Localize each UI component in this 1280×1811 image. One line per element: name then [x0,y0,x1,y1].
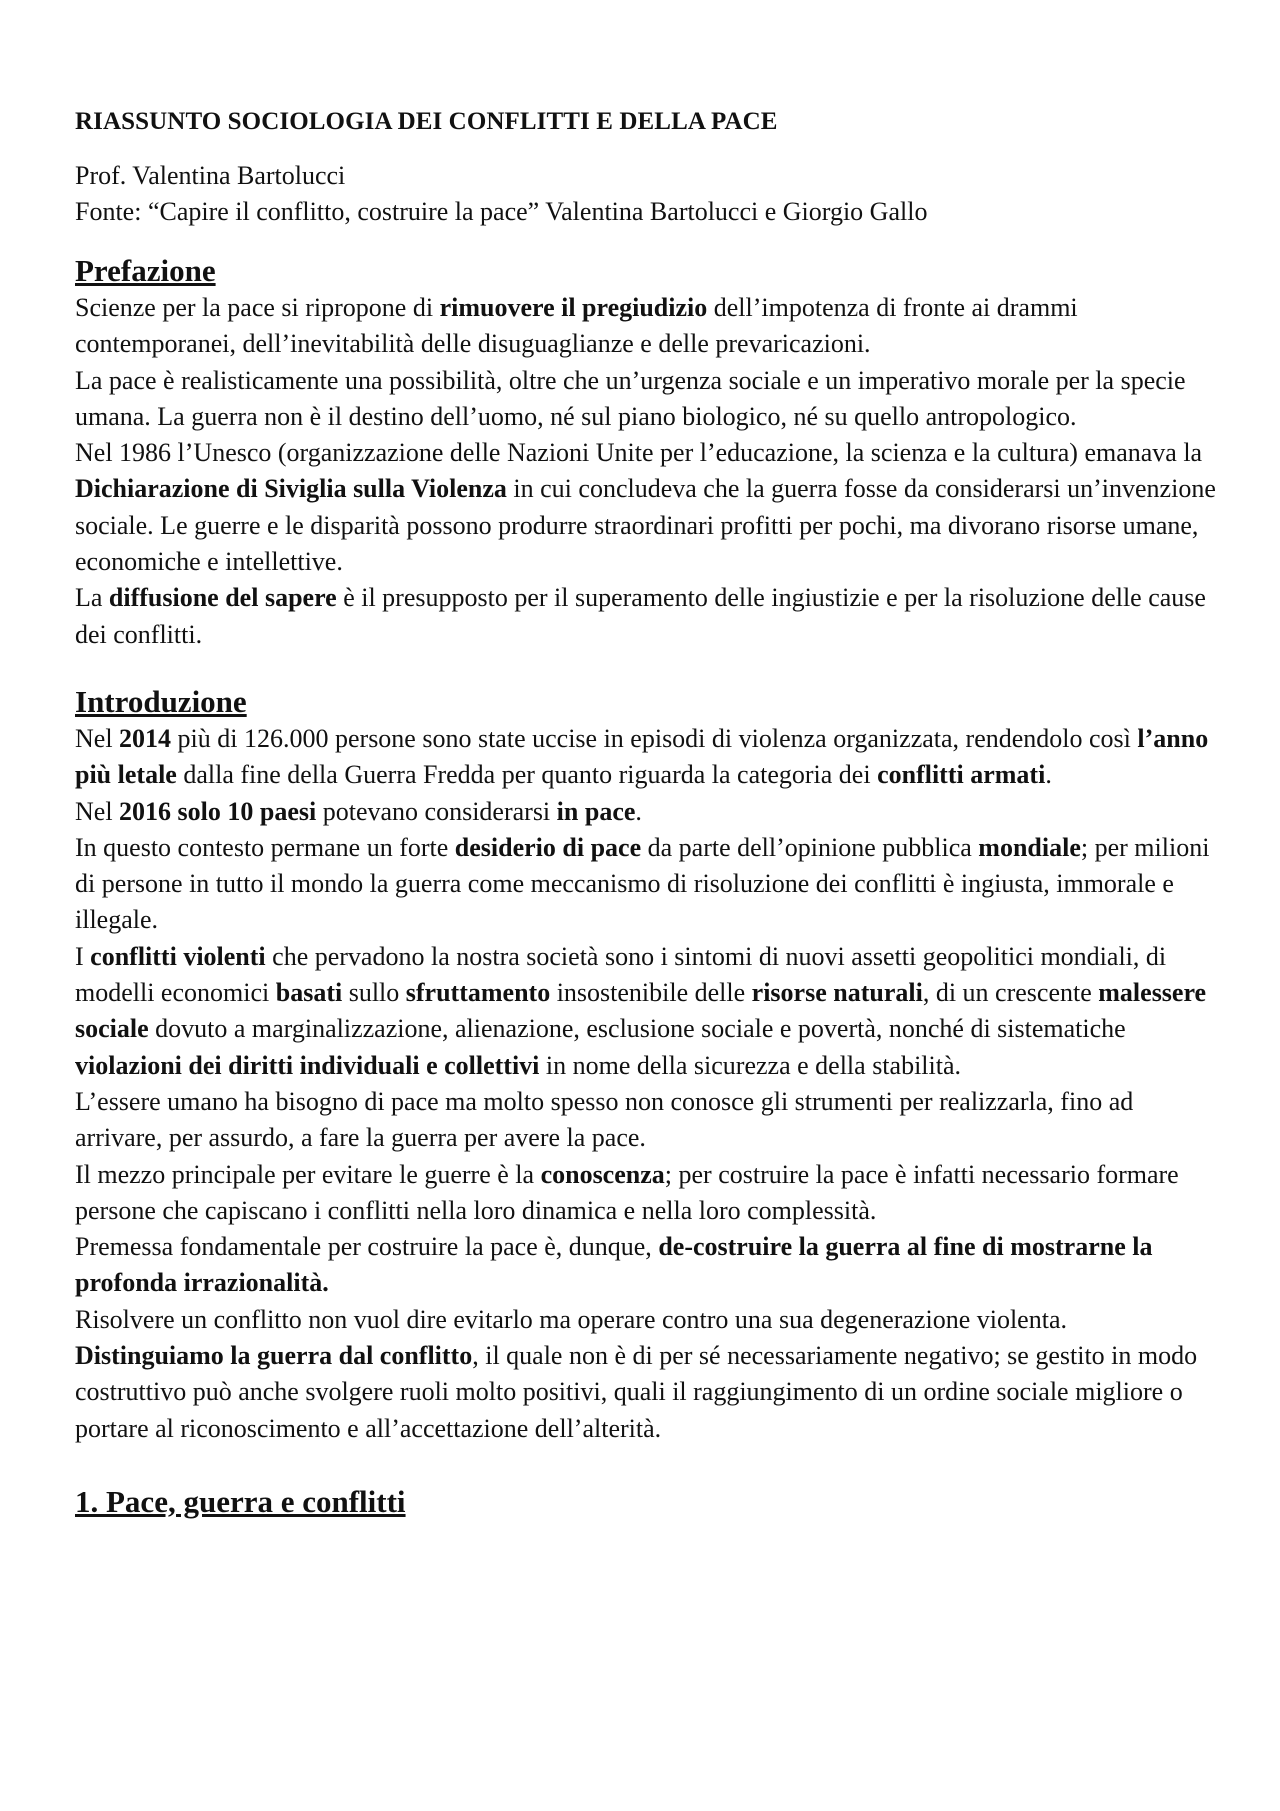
bold-text-run: sfruttamento [405,978,551,1008]
text-run: è il presupposto per il superamento delle ingiustizie e per la risoluzione delle cause dei conflitti. [75,583,1206,649]
bold-text-run: violazioni dei diritti individuali e collettivi [75,1050,540,1080]
text-run: Nel [75,723,120,753]
bold-text-run: l’anno più letale [75,723,1209,790]
text-run: , il quale non è di per sé necessariamente negativo; se gestito in modo costruttivo può anche svolgere ruoli molto positivi, quali il raggiungimento di un ordine sociale migliore o portare al riconoscimento e all’accettazione dell’alterità. [75,1341,1198,1443]
text-run: La [75,583,109,613]
text-run: Premessa fondamentale per costruire la pace è, dunque, [75,1232,659,1262]
bold-text-run: conoscenza [540,1159,665,1189]
text-run: in cui concludeva che la guerra fosse da considerarsi un’invenzione sociale. Le guerre e le disparità possono produrre straordinari profitti per pochi, ma divorano risorse umane, economiche e intellettive. [75,474,1216,577]
section-heading-introduzione: Introduzione [75,683,247,719]
section-heading-chapter-1: 1. Pace, guerra e conflitti [75,1483,406,1519]
text-run: L’essere umano ha bisogno di pace ma molto spesso non conosce gli strumenti per realizzarla, fino ad arrivare, per assurdo, a fare la guerra per avere la pace. [75,1086,1134,1153]
text-run: in nome della sicurezza e della stabilità. [539,1050,962,1080]
paragraph [75,580,1220,653]
section-heading-prefazione: Prefazione [75,253,216,288]
paragraph [75,1302,1220,1338]
paragraph [75,1338,1220,1447]
bold-text-run: in pace [556,796,636,826]
text-run: In questo contesto permane un forte [75,832,455,862]
bold-text-run: Dichiarazione di Siviglia sulla Violenza [75,474,507,504]
bold-text-run: basati [275,978,343,1008]
professor-line: Prof. Valentina Bartolucci [75,161,346,190]
text-run: ; per costruire la pace è infatti necessario formare persone che capiscano i conflitti nella loro dinamica e nella loro complessità. [75,1159,1179,1225]
text-run: più di 126.000 persone sono state uccise in episodi di violenza organizzata, rendendolo così [171,723,1138,753]
text-run: I [75,941,91,971]
paragraph [75,721,1220,794]
text-run: dell’impotenza di fronte ai drammi contemporanei, dell’inevitabilità delle disuguaglianze e delle prevaricazioni. [75,293,1078,359]
paragraph [75,290,1220,363]
text-run: Scienze per la pace si ripropone di [75,293,440,322]
bold-text-run: 2016 solo 10 paesi [119,796,317,826]
bold-text-run: Distinguiamo la guerra dal conflitto [75,1341,473,1371]
text-run: Il mezzo principale per evitare le guerre è la [75,1159,541,1189]
paragraph [75,830,1220,939]
text-run: . [635,796,642,826]
text-run: , di un crescente [922,978,1099,1008]
bold-text-run: malessere sociale [75,978,1207,1044]
text-run: dovuto a marginalizzazione, alienazione, esclusione sociale e povertà, nonché di sistematiche [148,1014,1126,1044]
paragraph [75,435,1220,580]
text-run: ; per milioni di persone in tutto il mondo la guerra come meccanismo di risoluzione dei conflitti è ingiusta, immorale e illegale. [75,832,1210,935]
text-run: dalla fine della Guerra Fredda per quanto riguarda la categoria dei [176,760,878,790]
paragraph [75,939,1220,1084]
bold-text-run: conflitti armati [877,760,1046,790]
text-run: sullo [342,978,406,1008]
bold-text-run: diffusione del sapere [108,583,337,613]
bold-text-run: 2014 [119,723,172,753]
paragraph [75,1084,1220,1157]
bold-text-run: desiderio di pace [454,832,642,862]
bold-text-run: conflitti violenti [90,941,266,971]
paragraph [75,1157,1220,1230]
source-line: Fonte: “Capire il conflitto, costruire la pace” Valentina Bartolucci e Giorgio Gallo [75,197,928,226]
text-run: da parte dell’opinione pubblica [641,832,979,862]
text-run: Nel [75,796,120,826]
paragraph [75,1229,1220,1302]
bold-text-run: risorse naturali [751,978,923,1008]
text-run: potevano considerarsi [316,796,557,826]
paragraph [75,794,1220,830]
document-title: RIASSUNTO SOCIOLOGIA DEI CONFLITTI E DELLA PACE [75,108,778,135]
paragraph [75,363,1220,436]
document-meta [75,158,1220,230]
text-run: insostenibile delle [550,978,752,1008]
bold-text-run: de-costruire la guerra al fine di mostrarne la profonda irrazionalità. [75,1232,1153,1298]
text-run: Risolvere un conflitto non vuol dire evitarlo ma operare contro una sua degenerazione violenta. [75,1304,1067,1334]
text-run: che pervadono la nostra società sono i sintomi di nuovi assetti geopolitici mondiali, di modelli economici [75,941,1167,1008]
text-run: La pace è realisticamente una possibilità, oltre che un’urgenza sociale e un imperativo morale per la specie umana. La guerra non è il destino dell’uomo, né sul piano biologico, né su quello antropologico. [75,365,1186,431]
text-run: Nel 1986 l’Unesco (organizzazione delle Nazioni Unite per l’educazione, la scienza e la cultura) emanava la [75,438,1203,468]
text-run: . [1045,760,1052,790]
bold-text-run: mondiale [978,832,1081,862]
bold-text-run: rimuovere il pregiudizio [439,293,708,322]
